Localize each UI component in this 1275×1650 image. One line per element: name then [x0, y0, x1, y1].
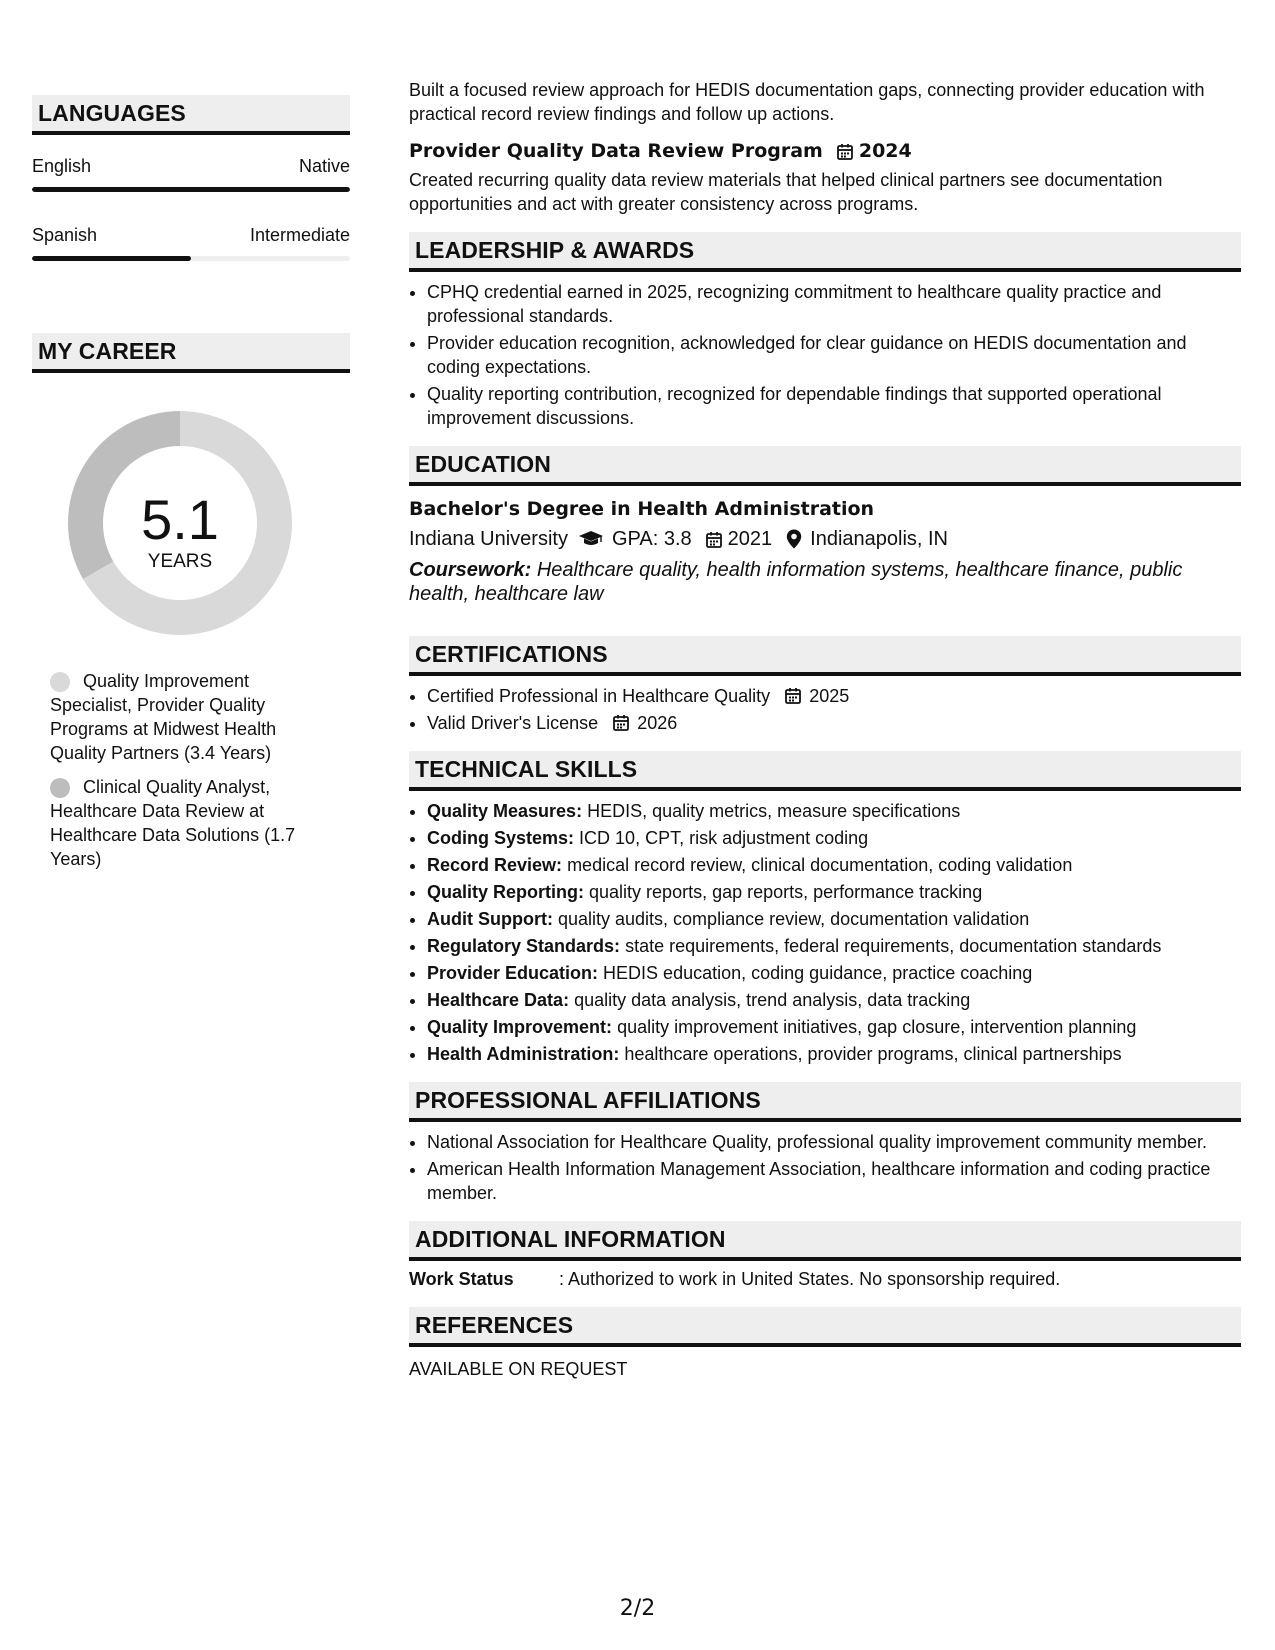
list-item: • CPHQ credential earned in 2025, recognizing commitment to healthcare quality practice and professional standards.	[427, 280, 1241, 328]
list-item: • American Health Information Management Association, healthcare information and coding practice member.	[427, 1157, 1241, 1205]
list-item: • Provider education recognition, acknowledged for clear guidance on HEDIS documentation and coding expectations.	[427, 331, 1241, 379]
skill-label: Quality Improvement:	[427, 1017, 613, 1037]
skill-text: HEDIS education, coding guidance, practice coaching	[603, 963, 1033, 983]
skill-label: Healthcare Data:	[427, 990, 570, 1010]
list-item	[427, 684, 1241, 708]
list-item	[427, 1015, 1241, 1039]
sidebar	[32, 95, 350, 881]
list-item	[427, 853, 1241, 877]
language-item	[32, 155, 350, 192]
legend-dot-icon	[50, 778, 70, 798]
project-title-row	[409, 138, 1241, 164]
language-name: English	[32, 156, 92, 176]
skill-label: Coding Systems:	[427, 828, 575, 848]
references-text: AVAILABLE ON REQUEST	[409, 1359, 628, 1379]
skill-label: Audit Support:	[427, 909, 553, 929]
education-location: Indianapolis, IN	[810, 528, 949, 550]
intro-text: Built a focused review approach for HEDIS documentation gaps, connecting provider education with practical record review findings and follow up actions.	[409, 80, 1205, 124]
skill-text: HEDIS, quality metrics, measure specifications	[587, 801, 961, 821]
list-item	[427, 988, 1241, 1012]
affiliations-header: PROFESSIONAL AFFILIATIONS	[409, 1082, 1241, 1122]
career-total-unit: YEARS	[147, 551, 213, 572]
language-level: Native	[298, 156, 350, 176]
career-total-value: 5.1	[141, 488, 219, 551]
skill-label: Quality Measures:	[427, 801, 583, 821]
calendar-icon	[613, 714, 629, 731]
certification-year: 2026	[637, 713, 678, 733]
career-donut-chart	[32, 411, 350, 651]
list-item	[427, 934, 1241, 958]
education-gpa: GPA: 3.8	[611, 528, 692, 550]
list-item	[427, 799, 1241, 823]
leadership-list	[409, 280, 1241, 430]
career-legend-item	[50, 775, 320, 871]
skill-text: medical record review, clinical documentation, coding validation	[567, 855, 1073, 875]
career-legend	[32, 669, 320, 871]
career-header: MY CAREER	[32, 333, 350, 373]
project-title: Provider Quality Data Review Program	[409, 140, 823, 162]
skill-text: healthcare operations, provider programs, clinical partnerships	[624, 1044, 1122, 1064]
certifications-header: CERTIFICATIONS	[409, 636, 1241, 676]
skill-text: quality improvement initiatives, gap closure, intervention planning	[617, 1017, 1137, 1037]
leadership-header: LEADERSHIP & AWARDS	[409, 232, 1241, 272]
list-item	[427, 826, 1241, 850]
legend-dot-icon	[50, 672, 70, 692]
language-proficiency-bar	[32, 187, 350, 192]
language-item	[32, 224, 350, 261]
career-donut-svg	[32, 411, 350, 651]
career-legend-item	[50, 669, 320, 765]
project-year: 2024	[858, 140, 912, 162]
skill-label: Record Review:	[427, 855, 563, 875]
certification-name: Valid Driver's License	[427, 713, 599, 733]
coursework-label: Coursework:	[409, 559, 532, 581]
skill-label: Health Administration:	[427, 1044, 620, 1064]
project-description: Created recurring quality data review materials that helped clinical partners see documentation opportunities and act with greater consistency across programs.	[409, 170, 1163, 214]
page-number: 2/2	[619, 1596, 656, 1621]
language-proficiency-bar	[32, 256, 350, 261]
language-proficiency-fill	[32, 256, 191, 261]
skill-text: quality reports, gap reports, performance tracking	[589, 882, 983, 902]
skills-list	[409, 799, 1241, 1066]
certification-year: 2025	[809, 686, 850, 706]
calendar-icon	[706, 531, 722, 548]
language-level: Intermediate	[249, 225, 350, 245]
graduation-cap-icon	[578, 530, 604, 548]
list-item	[427, 1042, 1241, 1066]
list-item: • Quality reporting contribution, recognized for dependable findings that supported operational improvement discussions.	[427, 382, 1241, 430]
skill-text: quality data analysis, trend analysis, data tracking	[574, 990, 971, 1010]
career-legend-label: Clinical Quality Analyst, Healthcare Data Review at Healthcare Data Solutions (1.7 Years)	[50, 777, 296, 869]
skill-text: quality audits, compliance review, documentation validation	[557, 909, 1030, 929]
certification-name: Certified Professional in Healthcare Quality	[427, 686, 771, 706]
language-proficiency-fill	[32, 187, 350, 192]
coursework-text: Healthcare quality, health information systems, healthcare finance, public health, healthcare law	[409, 559, 1183, 605]
skill-label: Quality Reporting:	[427, 882, 584, 902]
education-details	[409, 526, 1241, 552]
certifications-list	[409, 684, 1241, 735]
skill-label: Regulatory Standards:	[427, 936, 621, 956]
main-content	[409, 78, 1241, 1381]
education-year: 2021	[727, 528, 773, 550]
work-status-label: Work Status	[409, 1269, 514, 1289]
work-status-row	[409, 1267, 1241, 1291]
additional-info-header: ADDITIONAL INFORMATION	[409, 1221, 1241, 1261]
education-degree: Bachelor's Degree in Health Administration	[409, 498, 875, 520]
list-item: • National Association for Healthcare Quality, professional quality improvement community member.	[427, 1130, 1241, 1154]
skill-text: ICD 10, CPT, risk adjustment coding	[579, 828, 869, 848]
education-school: Indiana University	[409, 528, 568, 550]
education-header: EDUCATION	[409, 446, 1241, 486]
list-item	[427, 907, 1241, 931]
language-name: Spanish	[32, 225, 98, 245]
affiliations-list	[409, 1130, 1241, 1205]
references-header: REFERENCES	[409, 1307, 1241, 1347]
location-pin-icon	[786, 529, 802, 549]
list-item	[427, 961, 1241, 985]
calendar-icon	[785, 687, 801, 704]
work-status-value: : Authorized to work in United States. No sponsorship required.	[559, 1269, 1061, 1289]
education-coursework	[409, 558, 1241, 606]
list-item	[427, 880, 1241, 904]
calendar-icon	[837, 143, 853, 160]
skills-header: TECHNICAL SKILLS	[409, 751, 1241, 791]
career-legend-label: Quality Improvement Specialist, Provider Quality Programs at Midwest Health Quality Partners (3.4 Years)	[50, 671, 277, 763]
skill-label: Provider Education:	[427, 963, 599, 983]
list-item	[427, 711, 1241, 735]
skill-text: state requirements, federal requirements, documentation standards	[625, 936, 1162, 956]
languages-header: LANGUAGES	[32, 95, 350, 135]
